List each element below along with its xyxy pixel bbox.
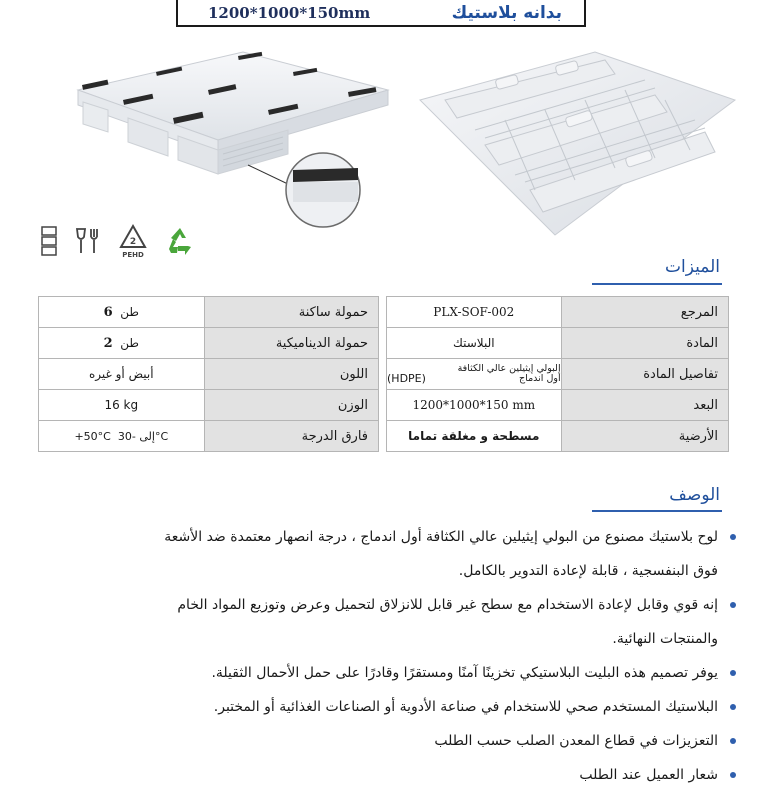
temp-low: -30°C bbox=[117, 429, 169, 443]
dimension-label: البعد bbox=[561, 390, 728, 421]
temp-high: +50°C bbox=[74, 429, 111, 443]
temp-to: إلى bbox=[139, 429, 155, 443]
weight-label: الوزن bbox=[204, 390, 378, 421]
table-row bbox=[387, 328, 729, 359]
table-row bbox=[387, 421, 729, 452]
dynamic-load-value bbox=[39, 328, 205, 359]
reference-label: المرجع bbox=[561, 297, 728, 328]
material-value: البلاستك bbox=[387, 328, 562, 359]
static-load-value bbox=[39, 297, 205, 328]
color-value: أبيض أو غيره bbox=[39, 359, 205, 390]
dimension-value: 1200*1000*150 mm bbox=[387, 390, 562, 421]
material-label: المادة bbox=[561, 328, 728, 359]
features-heading: الميزات bbox=[665, 257, 720, 277]
product-name: بدانه بلاستيك bbox=[451, 2, 562, 23]
table-row bbox=[387, 297, 729, 328]
floor-value: مسطحة و مغلقة تماما bbox=[387, 421, 562, 452]
description-heading: الوصف bbox=[669, 485, 720, 505]
spec-table-left bbox=[38, 296, 379, 452]
temperature-range-value bbox=[39, 421, 205, 452]
dynamic-load-number: 2 bbox=[103, 335, 113, 351]
list-item: البلاستيك المستخدم صحي للاستخدام في صناعة الأدوية أو الصناعات الغذائية أو المختبر. bbox=[30, 690, 740, 724]
pehd-label: PEHD bbox=[122, 251, 144, 259]
static-load-label: حمولة ساكنة bbox=[204, 297, 378, 328]
description-underline bbox=[592, 510, 722, 512]
table-row bbox=[387, 390, 729, 421]
dynamic-load-label: حمولة الديناميكية bbox=[204, 328, 378, 359]
dynamic-load-unit: طن bbox=[120, 335, 139, 350]
list-item-continuation: والمنتجات النهائية. bbox=[612, 631, 718, 647]
list-item: التعزيزات في قطاع المعدن الصلب حسب الطلب bbox=[30, 724, 740, 758]
spec-table-right bbox=[386, 296, 729, 452]
table-row bbox=[39, 297, 379, 328]
list-item: لوح بلاستيك مصنوع من البولي إيثيلين عالي الكثافة أول اندماج ، درجة انصهار معتمدة ضد الأشعة bbox=[30, 520, 740, 554]
weight-value: 16 kg bbox=[39, 390, 205, 421]
table-row bbox=[39, 421, 379, 452]
list-item: إنه قوي وقابل لإعادة الاستخدام مع سطح غير قابل للانزلاق لتحميل وعرض وتوزيع المواد الخام bbox=[30, 588, 740, 622]
material-details-line2: أول اندماج bbox=[519, 373, 561, 384]
material-details-line1: البولي إيثيلين عالي الكثافة bbox=[457, 363, 561, 374]
description-list bbox=[30, 520, 740, 792]
reference-value: PLX-SOF-002 bbox=[387, 297, 562, 328]
pallet-bottom-view-image bbox=[415, 40, 740, 240]
material-details-label: تفاصيل المادة bbox=[561, 359, 728, 390]
recycle-green-icon bbox=[164, 225, 196, 257]
table-row bbox=[39, 328, 379, 359]
list-item: يوفر تصميم هذه البليت البلاستيكي تخزينًا آمنًا ومستقرًا وقادرًا على حمل الأحمال الثقيلة. bbox=[30, 656, 740, 690]
temperature-range-label: فارق الدرجة bbox=[204, 421, 378, 452]
product-dimensions: 1200*1000*150mm bbox=[208, 3, 371, 22]
static-load-unit: طن bbox=[120, 304, 139, 319]
table-row bbox=[39, 359, 379, 390]
recycle-pehd-icon bbox=[118, 223, 148, 259]
product-title-box bbox=[176, 0, 586, 27]
pallet-top-view-image bbox=[68, 40, 398, 235]
list-item: شعار العميل عند الطلب bbox=[30, 758, 740, 792]
food-safe-icon bbox=[74, 225, 102, 257]
stack-icon bbox=[40, 225, 58, 257]
table-row bbox=[39, 390, 379, 421]
floor-label: الأرضية bbox=[561, 421, 728, 452]
list-item-continuation: فوق البنفسجية ، قابلة لإعادة التدوير بالكامل. bbox=[458, 563, 718, 579]
certification-icons bbox=[40, 222, 196, 260]
static-load-number: 6 bbox=[103, 304, 113, 320]
pehd-number: 2 bbox=[129, 237, 137, 247]
material-details-tag: (HDPE) bbox=[387, 372, 426, 385]
table-row bbox=[387, 359, 729, 390]
material-details-value bbox=[387, 359, 562, 390]
features-underline bbox=[592, 283, 722, 285]
color-label: اللون bbox=[204, 359, 378, 390]
